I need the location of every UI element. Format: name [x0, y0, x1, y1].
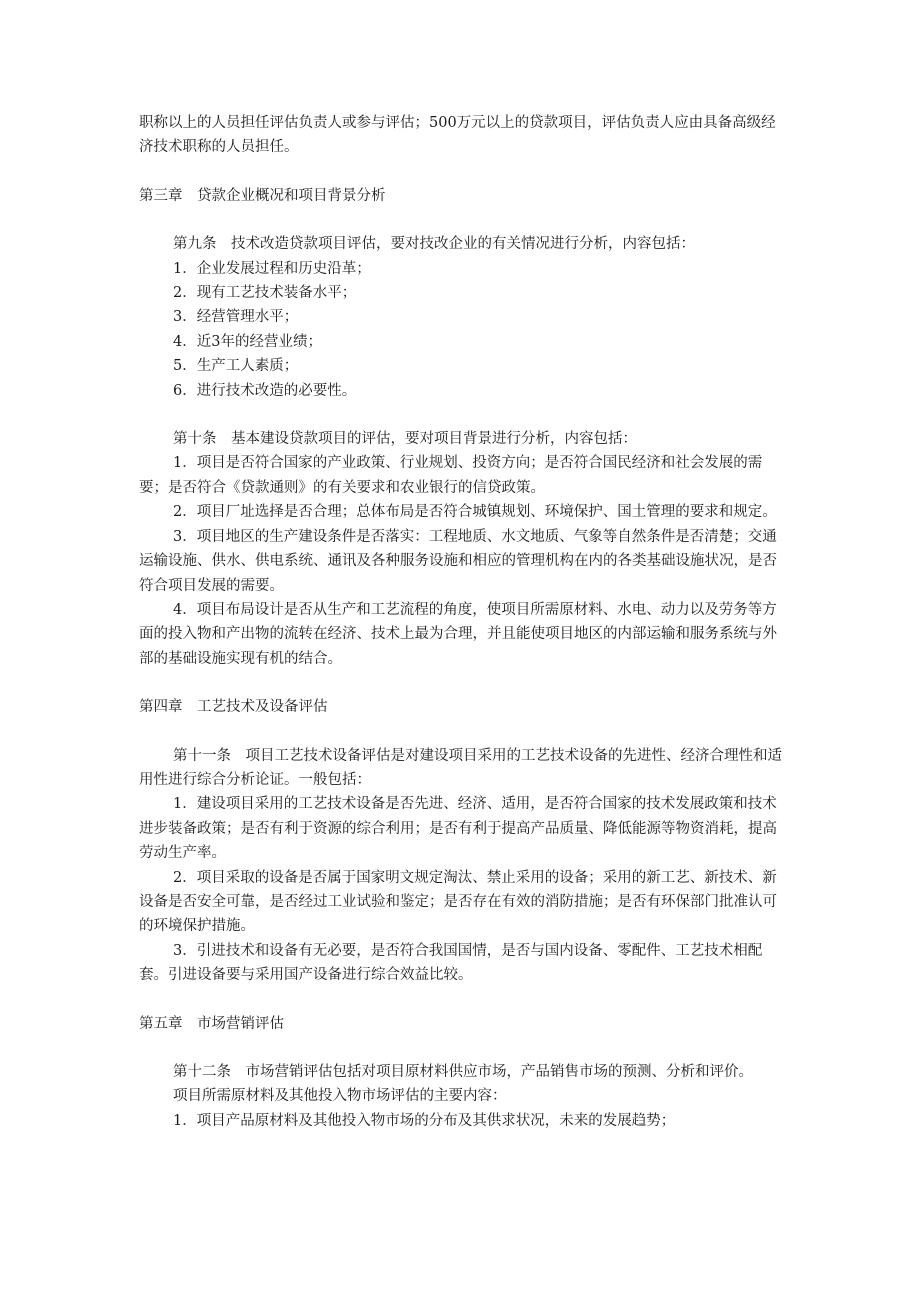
article-9-item-1: 1．企业发展过程和历史沿革； [173, 260, 371, 277]
article-11-item-1: 1．建设项目采用的工艺技术设备是否先进、经济、适用，是否符合国家的技术发展政策和技术进步装备政策；是否有利于资源的综合利用；是否有利于提高产品质量、降低能源等物资消耗，提高劳动生产率。 [139, 796, 777, 862]
article-11-item-3: 3．引进技术和设备有无必要，是否符合我国国情，是否与国内设备、零配件、工艺技术相配套。引进设备要与采用国产设备进行综合效益比较。 [139, 942, 763, 984]
article-12-item-1: 1．项目产品原材料及其他投入物市场的分布及其供求状况，未来的发展趋势； [173, 1112, 676, 1129]
chapter-4-heading: 第四章 工艺技术及设备评估 [139, 699, 328, 716]
intro-continuation: 职称以上的人员担任评估负责人或参与评估；500万元以上的贷款项目，评估负责人应由具备高级经济技术职称的人员担任。 [139, 115, 776, 156]
chapter-5-heading: 第五章 市场营销评估 [139, 1015, 284, 1032]
article-9-item-6: 6．进行技术改造的必要性。 [173, 382, 357, 399]
article-10: 第十条 基本建设贷款项目的评估，要对项目背景进行分析，内容包括： [173, 431, 637, 448]
article-10-item-3: 3．项目地区的生产建设条件是否落实：工程地质、水文地质、气象等自然条件是否清楚；交通运输设施、供水、供电系统、通讯及各种服务设施和相应的管理机构在内的各类基础设施状况，是否符合项目发展的需要。 [139, 528, 777, 594]
article-11: 第十一条 项目工艺技术设备评估是对建设项目采用的工艺技术设备的先进性、经济合理性和适用性进行综合分析论证。一般包括： [139, 747, 782, 788]
article-12-subintro: 项目所需原材料及其他投入物市场评估的主要内容： [173, 1088, 507, 1105]
article-12: 第十二条 市场营销评估包括对项目原材料供应市场，产品销售市场的预测、分析和评价。 [173, 1064, 753, 1080]
document-body [139, 111, 782, 1133]
article-11-item-2: 2．项目采取的设备是否属于国家明文规定淘汰、禁止采用的设备；采用的新工艺、新技术、新设备是否安全可靠，是否经过工业试验和鉴定；是否存在有效的消防措施；是否有环保部门批准认可的环境保护措施。 [139, 869, 777, 935]
article-10-item-2: 2．项目厂址选择是否合理；总体布局是否符合城镇规划、环境保护、国土管理的要求和规定。 [173, 504, 777, 521]
article-9-item-2: 2．现有工艺技术装备水平； [173, 285, 357, 302]
article-9: 第九条 技术改造贷款项目评估，要对技改企业的有关情况进行分析，内容包括： [173, 236, 695, 253]
article-9-item-4: 4．近3年的经营业绩； [173, 333, 322, 350]
article-10-item-4: 4．项目布局设计是否从生产和工艺流程的角度，使项目所需原材料、水电、动力以及劳务等方面的投入物和产出物的流转在经济、技术上最为合理，并且能使项目地区的内部运输和服务系统与外部的基础设施实现有机的结合。 [139, 601, 777, 667]
chapter-3-heading: 第三章 贷款企业概况和项目背景分析 [139, 187, 386, 204]
article-10-item-1: 1．项目是否符合国家的产业政策、行业规划、投资方向；是否符合国民经济和社会发展的需要；是否符合《贷款通则》的有关要求和农业银行的信贷政策。 [139, 455, 763, 496]
article-9-item-5: 5．生产工人素质； [173, 358, 299, 375]
article-9-item-3: 3．经营管理水平； [173, 309, 299, 326]
